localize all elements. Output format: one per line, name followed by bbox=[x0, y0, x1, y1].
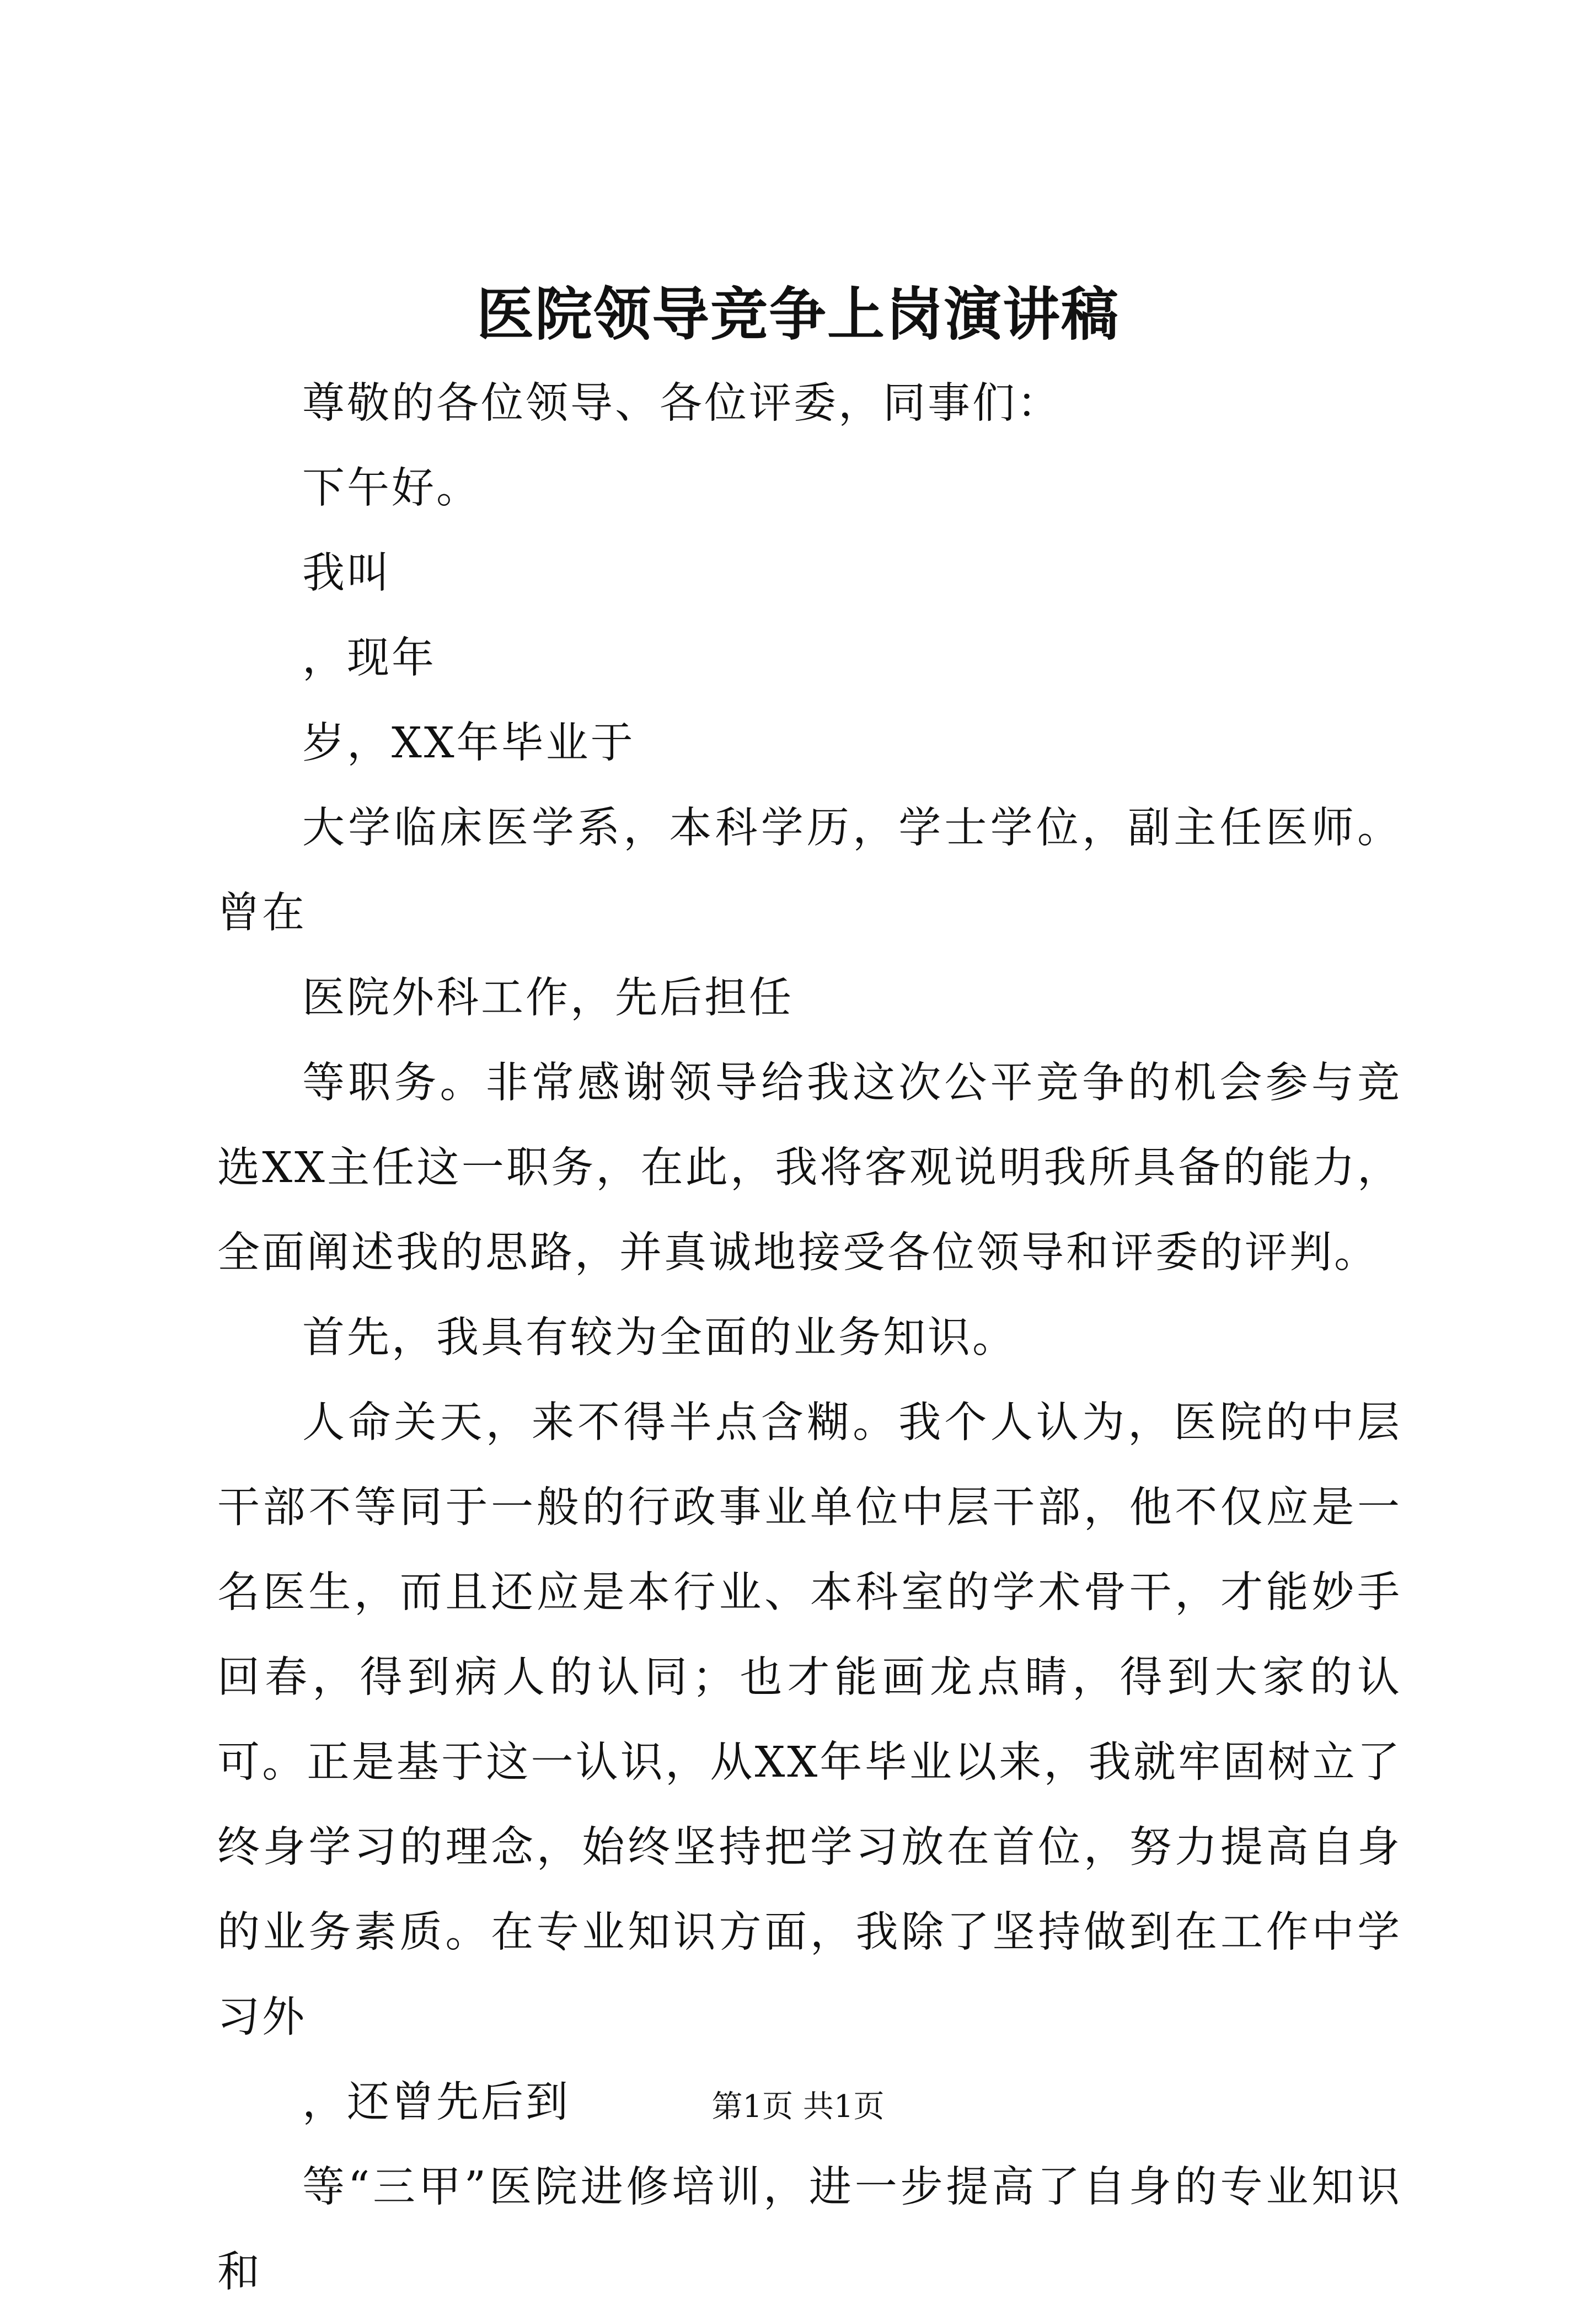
document-body bbox=[217, 361, 1402, 2315]
paragraph: 岁，XX年毕业于 bbox=[302, 719, 635, 768]
paragraph: 医院外科工作，先后担任 bbox=[302, 974, 794, 1023]
paragraph: 人命关天，来不得半点含糊。我个人认为，医院的中层干部不等同于一般的行政事业单位中层干部，他不仅应是一名医生，而且还应是本行业、本科室的学术骨干，才能妙手回春，得到病人的认同；也才能画龙点睛，得到大家的认可。正是基于这一认识，从XX年毕业以来，我就牢固树立了终身学习的理念，始终坚持把学习放在首位，努力提高自身的业务素质。在专业知识方面，我除了坚持做到在工作中学习外 bbox=[217, 1398, 1402, 2042]
paragraph: 首先，我具有较为全面的业务知识。 bbox=[302, 1313, 1017, 1362]
paragraph: 尊敬的各位领导、各位评委，同事们： bbox=[302, 379, 1062, 428]
document-title: 医院领导竞争上岗演讲稿 bbox=[476, 280, 1120, 348]
page-footer: 第1页 共1页 bbox=[711, 2089, 885, 2125]
paragraph: ，还曾先后到 bbox=[302, 2078, 570, 2127]
paragraph: 我叫 bbox=[302, 549, 392, 598]
paragraph: 等职务。非常感谢领导给我这次公平竞争的机会参与竞选XX主任这一职务，在此，我将客观说明我所具备的能力，全面阐述我的思路，并真诚地接受各位领导和评委的评判。 bbox=[217, 1058, 1402, 1277]
paragraph: ，现年 bbox=[302, 634, 436, 683]
paragraph: 大学临床医学系，本科学历，学士学位，副主任医师。曾在 bbox=[217, 804, 1402, 938]
paragraph: 等“三甲”医院进修培训，进一步提高了自身的专业知识和 bbox=[217, 2163, 1402, 2297]
paragraph: 下午好。 bbox=[302, 464, 481, 513]
